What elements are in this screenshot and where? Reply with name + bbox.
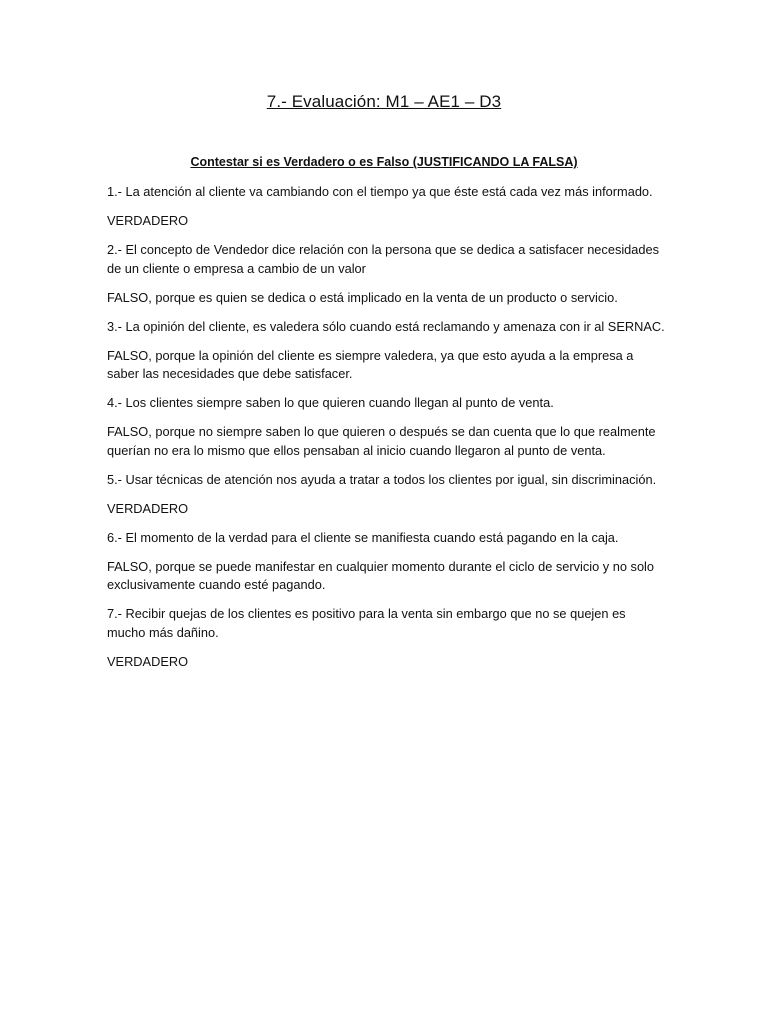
question-1: 1.- La atención al cliente va cambiando con el tiempo ya que éste está cada vez más informado.	[107, 184, 653, 199]
answer-6: FALSO, porque se puede manifestar en cualquier momento durante el ciclo de servicio y no solo exclusivamente cuando esté pagando.	[107, 558, 655, 592]
answer-4: FALSO, porque no siempre saben lo que quieren o después se dan cuenta que lo que realmente querían no era lo mismo que ellos pensaban al inicio cuando llegaron al punto de venta.	[107, 424, 656, 458]
answer-1: VERDADERO	[107, 213, 189, 228]
question-7: 7.- Recibir quejas de los clientes es positivo para la venta sin embargo que no se quejen es mucho más dañino.	[107, 606, 626, 640]
question-6: 6.- El momento de la verdad para el cliente se manifiesta cuando está pagando en la caja.	[107, 529, 619, 545]
question-3: 3.- La opinión del cliente, es valedera sólo cuando está reclamando y amenaza con ir al SERNAC.	[107, 318, 665, 334]
question-2: 2.- El concepto de Vendedor dice relación con la persona que se dedica a satisfacer necesidades de un cliente o empresa a cambio de un valor	[107, 242, 660, 276]
answer-3: FALSO, porque la opinión del cliente es siempre valedera, ya que esto ayuda a la empresa a saber las necesidades que debe satisfacer.	[107, 347, 634, 381]
answer-7: VERDADERO	[107, 653, 189, 669]
document-body	[107, 183, 667, 682]
question-5: 5.- Usar técnicas de atención nos ayuda a tratar a todos los clientes por igual, sin discriminación.	[107, 471, 657, 487]
answer-5: VERDADERO	[107, 500, 189, 516]
document-title: 7.- Evaluación: M1 – AE1 – D3	[266, 92, 502, 111]
instruction-heading: Contestar si es Verdadero o es Falso (JUSTIFICANDO LA FALSA)	[190, 155, 578, 169]
answer-2: FALSO, porque es quien se dedica o está implicado en la venta de un producto o servicio.	[107, 289, 618, 305]
question-4: 4.- Los clientes siempre saben lo que quieren cuando llegan al punto de venta.	[107, 395, 554, 410]
